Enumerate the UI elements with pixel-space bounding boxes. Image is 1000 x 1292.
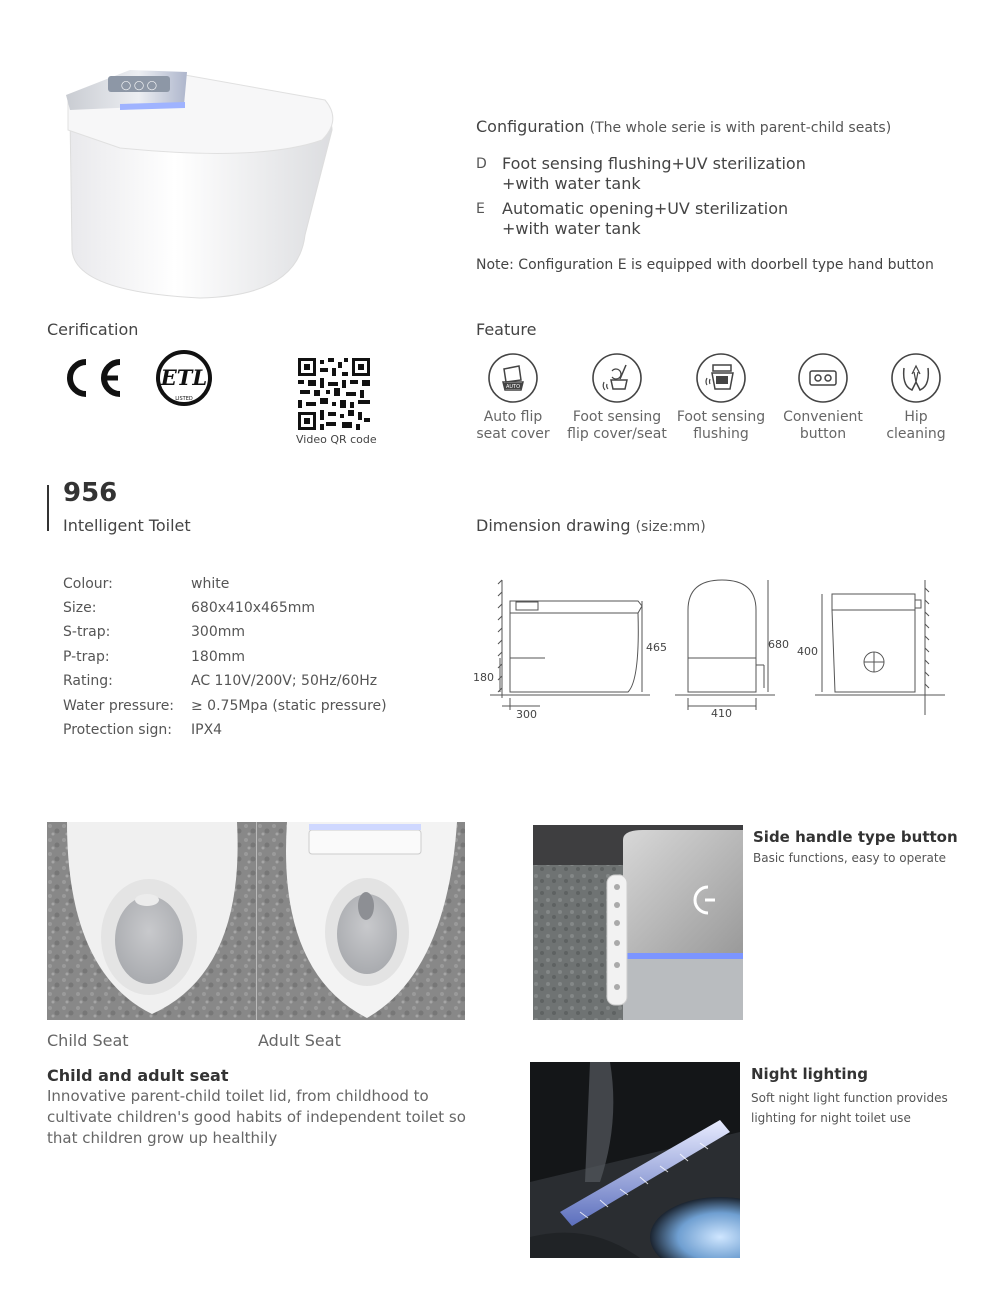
option-letter: E	[476, 201, 485, 217]
spec-key: Water pressure:	[63, 698, 175, 714]
model-accent-bar	[47, 485, 49, 531]
svg-text:◯ ◯ ◯: ◯ ◯ ◯	[121, 81, 157, 91]
hip-cleaning-icon	[890, 352, 942, 404]
etl-listed-mark-icon	[155, 349, 213, 407]
night-description: Soft night light function provides lighting for night toilet use	[751, 1091, 948, 1125]
dim-label-180: 180	[473, 671, 494, 684]
spec-value: 680x410x465mm	[191, 600, 316, 616]
feature-item-convenient-button	[771, 352, 875, 443]
handle-description: Basic functions, easy to operate	[753, 851, 946, 865]
feature-item-foot-sensing-flush	[669, 352, 773, 443]
dim-label-400: 400	[797, 645, 818, 658]
spec-key: Rating:	[63, 673, 113, 689]
spec-key: Protection sign:	[63, 722, 172, 738]
model-name: Intelligent Toilet	[63, 516, 191, 535]
foot-sensing-flush-icon	[695, 352, 747, 404]
spec-value: AC 110V/200V; 50Hz/60Hz	[191, 673, 378, 689]
spec-row	[63, 698, 387, 718]
option-line2: +with water tank	[502, 219, 641, 238]
spec-value: ≥ 0.75Mpa (static pressure)	[191, 698, 387, 714]
night-heading: Night lighting	[751, 1065, 868, 1083]
model-number: 956	[63, 478, 118, 508]
feature-label-line2: flushing	[693, 426, 749, 442]
night-lighting-photo	[530, 1062, 740, 1258]
spec-value: 300mm	[191, 624, 245, 640]
spec-row	[63, 673, 377, 693]
spec-value: white	[191, 576, 230, 592]
option-letter: D	[476, 156, 487, 172]
option-line1: Automatic opening+UV sterilization	[502, 199, 789, 218]
spec-row	[63, 624, 245, 644]
spec-row	[63, 576, 229, 596]
side-handle-button-photo	[533, 825, 743, 1020]
seat-heading: Child and adult seat	[47, 1066, 229, 1085]
spec-key: S-trap:	[63, 624, 111, 640]
configuration-option-d	[476, 154, 806, 194]
feature-item-auto-flip	[461, 352, 565, 443]
svg-text:ETL: ETL	[160, 365, 208, 390]
foot-sensing-flip-icon	[591, 352, 643, 404]
adult-seat-label: Adult Seat	[258, 1031, 341, 1050]
configuration-subtitle: (The whole serie is with parent-child seats)	[589, 120, 892, 136]
spec-row	[63, 649, 245, 669]
video-qr-code-icon[interactable]	[298, 358, 370, 430]
feature-label-line2: flip cover/seat	[567, 426, 667, 442]
auto-badge-text: AUTO	[505, 384, 521, 390]
qr-caption: Video QR code	[296, 433, 377, 446]
dim-label-410: 410	[711, 707, 732, 720]
seat-description: Innovative parent-child toilet lid, from childhood to cultivate children's good habits of independent toilet so that children grow up healthily	[47, 1087, 466, 1147]
dimension-subtitle: (size:mm)	[635, 519, 706, 535]
certification-title: Cerification	[47, 320, 139, 339]
feature-label-line1: Foot sensing	[676, 409, 766, 425]
ce-mark-icon	[60, 356, 126, 400]
configuration-option-e	[476, 199, 788, 239]
dim-label-300: 300	[516, 708, 537, 721]
feature-label-line2: button	[799, 426, 847, 442]
configuration-title-text: Configuration	[476, 117, 585, 136]
dimension-drawing	[470, 570, 955, 730]
feature-label-line1: Auto flip	[483, 409, 543, 425]
spec-value: 180mm	[191, 649, 245, 665]
spec-row	[63, 722, 222, 742]
spec-key: Size:	[63, 600, 97, 616]
option-line2: +with water tank	[502, 174, 641, 193]
product-hero-image	[60, 60, 350, 310]
feature-label-line1: Convenient	[783, 409, 863, 425]
auto-flip-icon	[487, 352, 539, 404]
child-adult-seat-photo	[47, 822, 465, 1020]
dimension-title	[476, 516, 706, 535]
configuration-note: Note: Configuration E is equipped with doorbell type hand button	[476, 257, 934, 273]
feature-label-line1: Hip	[904, 409, 928, 425]
dim-label-465: 465	[646, 641, 667, 654]
spec-key: Colour:	[63, 576, 113, 592]
spec-row	[63, 600, 315, 620]
feature-label-line2: cleaning	[886, 426, 946, 442]
configuration-title	[476, 117, 891, 136]
feature-item-hip-cleaning	[864, 352, 968, 443]
option-line1: Foot sensing flushing+UV sterilization	[502, 154, 806, 173]
spec-value: IPX4	[191, 722, 223, 738]
dimension-title-text: Dimension drawing	[476, 516, 631, 535]
spec-key: P-trap:	[63, 649, 110, 665]
feature-label-line2: seat cover	[476, 426, 550, 442]
feature-title: Feature	[476, 320, 537, 339]
child-seat-label: Child Seat	[47, 1031, 129, 1050]
dim-label-680: 680	[768, 638, 789, 651]
etl-listed-text: LISTED	[175, 396, 193, 402]
feature-label-line1: Foot sensing	[572, 409, 662, 425]
feature-item-foot-sensing-flip	[565, 352, 669, 443]
convenient-button-icon	[797, 352, 849, 404]
handle-heading: Side handle type button	[753, 828, 958, 846]
